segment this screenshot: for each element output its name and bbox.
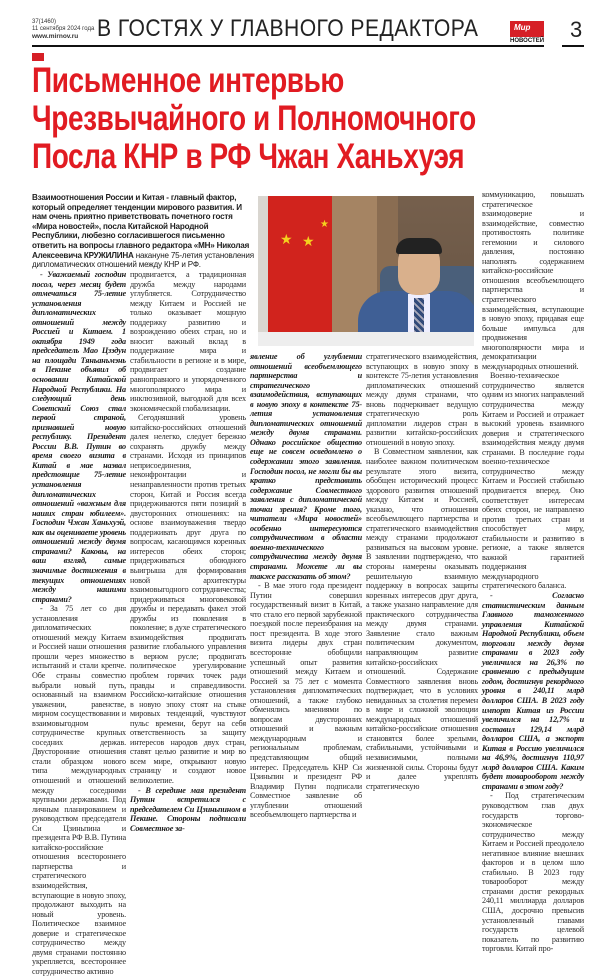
- newspaper-logo: [510, 21, 544, 45]
- military-cooperation-paragraph: Военно-техническое сотрудничество является одним из многих направлений сотрудничества между Китаем и Россией и отражает высокий уровень взаимного доверия и стратегического взаимодействия между двумя странами. В последние годы военно-техническое сотрудничество между Китаем и Россией стабильно продвигается вперед. Оно соответствует интересам обеих сторон, не направлено против третьих стран и способствует миру, стабильности и развитию в регионе, а также является важной гарантией поддержания международного стратегического баланса.: [482, 371, 584, 591]
- column-3: [250, 352, 362, 820]
- answer-2: - В мае этого года президент Путин совершил государственный визит в Китай, что стало его первой зарубежной поездкой после переизбрания на пост президента. В ходе этого визита лидеры двух стран всесторонне обобщили успешный опыт развития отношений между Китаем и Россией за 75 лет с момента установления дипломатических отношений, а также глубоко обменялись мнениями по вопросам двусторонних отношений и важным международным и региональным проблемам, представляющим общий интерес. Председатель КНР Си Цзиньпин и президент РФ Владимир Путин подписали Совместное заявление об углублении отношений всеобъемлющего партнерства и: [250, 581, 362, 820]
- china-flag: [268, 196, 332, 346]
- column-1: [32, 270, 126, 976]
- answer-2-cont: стратегического взаимодействия, вступающих в новую эпоху в контексте 75-летия установления дипломатических отношений между двумя странами, что вновь подчеркивает ведущую стратегическую роль дипломатии лидеров стран в развитии китайско-российских отношений в новую эпоху.: [366, 352, 478, 447]
- lead-text: Взаимоотношения России и Китая - главный фактор, который определяет тенденции мирового развития. И нам очень приятно приветствовать почетного гостя «Мира новостей», посла Китайской Народной Республики, любезно согласившегося письменно ответить на вопросы главного редактора «МН» Николая Алексеевича: [32, 193, 250, 260]
- column-5: [482, 190, 584, 954]
- issue-date: 11 сентября 2024 года: [32, 26, 95, 32]
- question-2: - В середине мая президент Путин встретился с председателем Си Цзиньпином в Пекине. Стороны подписали Совместное за-: [130, 785, 246, 833]
- star-icon: ★: [320, 219, 329, 230]
- answer-2-end: коммуникацию, повышать стратегическое взаимодоверие и взаимодействие, совместно противостоять политике гегемонии и силового давления, постоянно наполнять содержанием китайско-российские отношения всеобъемлющего партнерства и стратегического взаимодействия, вступающие в новую эпоху, придавая еще больше импульса для продвижения многополярности мира и демократизации международных отношений.: [482, 190, 584, 371]
- answer-3: - Под стратегическим руководством глав двух государств торгово-экономическое сотрудничество между Китаем и Россией преодолело негативное влияние внешних факторов и в целом шло стабильно. В 2023 году товарооборот между странами достиг рекордных 240,11 миллиарда долларов США, досрочно превысив установленный главами государств целевой показатель по развитию торговли. Китай про-: [482, 791, 584, 954]
- logo-text-bottom: НОВОСТЕЙ: [510, 38, 545, 44]
- editor-name: КРУЖИЛИНА: [83, 250, 134, 260]
- column-2: [130, 270, 246, 833]
- star-icon: ★: [280, 233, 293, 248]
- masthead: [32, 15, 584, 47]
- masthead-rule: [32, 45, 544, 47]
- issue-info: [32, 19, 94, 40]
- section-marker: [32, 53, 44, 61]
- question-1: - Уважаемый господин посол, через месяц будет отмечаться 75-летие установления дипломатических отношений между Россией и Китаем. 1 октября 1949 года председатель Мао Цзэдун на площади Тяньаньмэнь в Пекине объявил об основании Китайской Народной Республики. На следующий день Советский Союз стал первой страной, признавшей новую республику. Президент России В.В. Путин во время своего визита в Китай в мае назвал предстоящие 75-летие установления дипломатических отношений «важным для наших стран юбилеем». Господин Чжан Ханьхуэй, как вы оцениваете уровень отношений между двумя странами? Каковы, на ваш взгляд, самые значимые достижения в текущих отношениях между нашими странами?: [32, 270, 126, 604]
- star-icon: ★: [302, 235, 315, 250]
- article-lead: [32, 193, 254, 270]
- logo-text-top: Мир: [514, 23, 531, 32]
- page-number: 3: [570, 17, 583, 42]
- site-url[interactable]: www.mirnov.ru: [32, 33, 79, 40]
- answer-2-paragraph: В Совместном заявлении, как наиболее важном политическом результате этого визита, обобщен исторический процесс здорового развития отношений между Китаем и Россией, указано, что отношения всеобъемлющего партнерства и стратегического взаимодействия между странами продолжают развиваться на высоком уровне. В заявлении подтверждено, что стороны намерены оказывать решительную взаимную поддержку в вопросах защиты коренных интересов друг друга, а также указано направление для практического сотрудничества между двумя странами. Заявление стало важным политическим документом, направляющим развитие китайско-российских отношений. Содержание Совместного заявления вновь подтверждает, что в условиях невиданных за столетия перемен в мире и сложной эволюции международных отношений китайско-российские отношения становятся более зрелыми, стабильными, устойчивыми и независимыми, полными жизненной силы. Стороны будут и далее укреплять стратегическую: [366, 447, 478, 791]
- headline-line-1: Письменное интервью: [32, 61, 344, 100]
- ambassador-photo: [258, 196, 474, 346]
- answer-1-cont: продвигается, а традиционная дружба между народами углубляется. Сотрудничество между Китаем и Россией не только оказывает мощную поддержку развитию и возрождению обеих стран, но и вносит важный вклад в поддержание мира и стабильности в регионе и в мире, продвигает создание равноправного и упорядоченного многополярного мира и инклюзивной, выгодной для всех экономической глобализации.: [130, 270, 246, 413]
- headline-line-3: Посла КНР в РФ Чжан Ханьхуэя: [32, 137, 465, 176]
- question-3: - Согласно статистическим данным Главного таможенного управления Китайской Народной Республики, объем торговли между двумя странами в 2023 году увеличился на 26,3% по сравнению с предыдущим годом, достигнув рекордного уровня в 240,11 млрд долларов США. В 2023 году импорт Китая из России увеличился на 12,7% и составил 129,14 млрд долларов США, а экспорт Китая в Россию увеличился на 46,9%, достигнув 110,97 млрд долларов США. Каким будет товарооборот между странами в этом году?: [482, 590, 584, 791]
- issue-number: 37(1460): [32, 19, 57, 25]
- lead-text-end: накануне 75-летия установления дипломатических отношений между КНР и РФ.: [32, 250, 254, 270]
- section-title: В ГОСТЯХ У ГЛАВНОГО РЕДАКТОРА: [97, 15, 479, 42]
- question-2-cont: явление об углублении отношений всеобъемлющего партнерства и стратегического взаимодействия, вступающих в новую эпоху в контексте 75-летия установления дипломатических отношений между двумя странами. Однако российское общество еще не совсем осведомлено о содержании этого заявления. Господин посол, не могли бы вы кратко представить содержание Совместного заявления с дипломатической точки зрения? Кроме того, читатели «Мира новостей» особенно интересуются сотрудничеством в области военно-технического сотрудничества между двумя странами. Можете ли вы также рассказать об этом?: [250, 352, 362, 581]
- answer-1: - За 75 лет со дня установления дипломатических отношений между Китаем и Россией наши отношения прошли через множество испытаний и стали крепче. Обе страны совместно выбрали новый путь, основанный на взаимном уважении, равенстве, мирном сосуществовании и взаимовыгодном сотрудничестве крупных соседних держав. Двусторонние отношения стали образцом нового типа международных отношений и отношений между соседними крупными державами. Под личным планированием и руководством председателя Си Цзиньпина и президента РФ В.В. Путина китайско-российские отношения всестороннего партнерства и стратегического взаимодействия, вступающие в новую эпоху, продолжают выходить на новый уровень. Политическое взаимное доверие и стратегическое сотрудничество между двумя странами постоянно укрепляется, всестороннее сотрудничество активно: [32, 604, 126, 976]
- headline-line-2: Чрезвычайного и Полномочного: [32, 99, 476, 138]
- masthead-rule-right: [562, 45, 584, 47]
- answer-1-paragraph: Сегодняшний уровень китайско-российских отношений далея нелегко, следует бережно сохранять дружбу между странами. Исходя из принципов неприсоединения, неконфронтации и ненаправленности против третьих сторон, Китай и Россия всегда придерживаются пяти позиций в двусторонних отношениях: на основе взаимоуважения твердо поддерживать друг друга по вопросам, касающимся коренных интересов обеих сторон; придерживаться обоюдного выигрыша для формирования новой архитектуры взаимовыгодного сотрудничества; придерживаться многовековой дружбы и передавать факел этой дружбы из поколения в поколение; в духе стратегического взаимодействия продвигать развитие глобального управления в верном русле; продвигать политическое урегулирование проблем горячих точек ради правды и справедливости. Российско-китайские отношения в новую эпоху стоят на стыке мировых тенденций, чувствуют пульс времени, берут на себя ответственность за защиту интересов народов двух стран, ставят целью развитие и мир во всем мире, открывают новую страницу и создают новое великолепие.: [130, 413, 246, 785]
- column-4: [366, 352, 478, 791]
- article-headline: [32, 62, 480, 176]
